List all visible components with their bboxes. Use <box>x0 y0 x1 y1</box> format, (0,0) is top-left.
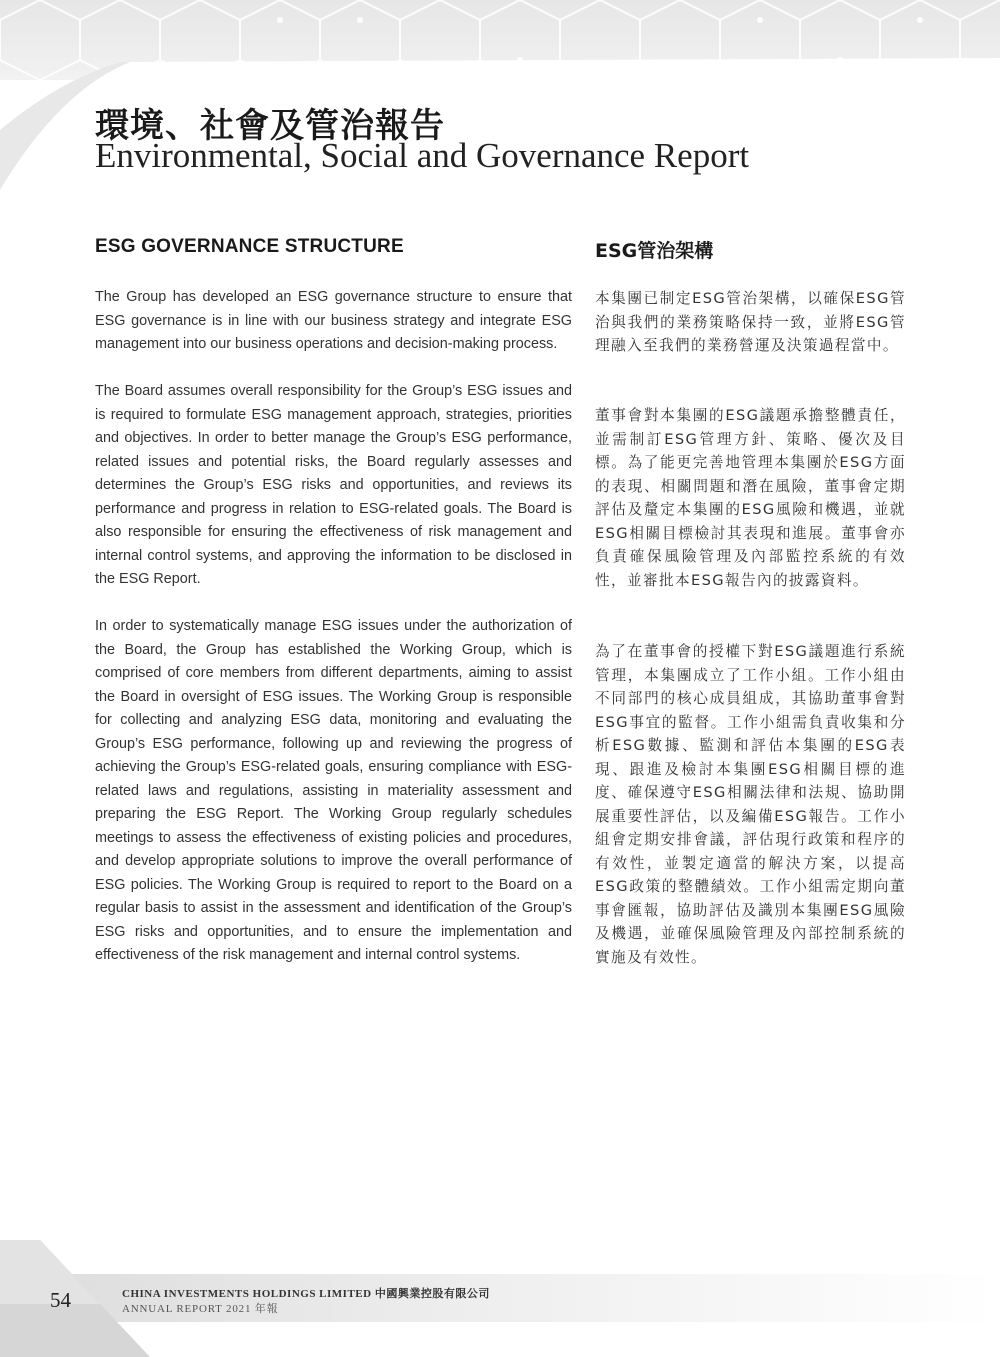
paragraph-zh: 為了在董事會的授權下對ESG議題進行系統管理，本集團成立了工作小組。工作小組由不同部門的核心成員組成，其協助董事會對ESG事宜的監督。工作小組需負責收集和分析ESG數據、監測和評估本集團的ESG表現、跟進及檢討本集團ESG相關目標的進度、確保遵守ESG相關法律和法規、協助開展重要性評估，以及編備ESG報告。工作小組會定期安排會議，評估現行政策和程序的有效性，並製定適當的解決方案，以提高ESG政策的整體績效。工作小組需定期向董事會匯報，協助評估及識別本集團ESG風險及機遇，並確保風險管理及內部控制系統的實施及有效性。 <box>595 643 906 966</box>
paragraph-en: The Group has developed an ESG governance structure to ensure that ESG governance is in line with our business strategy and integrate ESG management into our business operations and decision-making process. <box>95 289 572 352</box>
section-heading-zh: ESG管治架構 <box>595 240 714 262</box>
page-title-zh: 環境、社會及管治報告 <box>95 106 445 146</box>
paragraph-en: In order to systematically manage ESG issues under the authorization of the Board, the Group has established the Working Group, which is comprised of core members from different departments, aiming to assist the Board in oversight of ESG issues. The Working Group is responsible for collecting and analyzing ESG data, monitoring and evaluating the Group’s ESG performance, following up and reviewing the progress of achieving the Group’s ESG-related goals, ensuring compliance with ESG-related laws and regulations, assisting in materiality assessment and preparing the ESG Report. The Working Group regularly schedules meetings to assess the effectiveness of existing policies and procedures, and develop appropriate solutions to improve the overall performance of ESG policies. The Working Group is required to report to the Board on a regular basis to assist in the assessment and identification of the Group’s ESG risks and opportunities, and to ensure the implementation and effectiveness of the risk management and internal control systems. <box>95 618 572 963</box>
paragraph-en: The Board assumes overall responsibility for the Group’s ESG issues and is required to formulate ESG management approach, strategies, priorities and objectives. In order to better manage the Group’s ESG performance, related issues and potential risks, the Board regularly assesses and determines the Group’s ESG risks and opportunities, and reviews its performance and progress in relation to ESG-related goals. The Board is also responsible for ensuring the effectiveness of risk management and internal control systems, and approving the information to be disclosed in the ESG Report. <box>95 383 572 587</box>
page-title-en: Environmental, Social and Governance Report <box>95 136 750 175</box>
english-column <box>95 236 572 991</box>
paragraph-zh: 董事會對本集團的ESG議題承擔整體責任，並需制訂ESG管理方針、策略、優次及目標。為了能更完善地管理本集團於ESG方面的表現、相關問題和潛在風險，董事會定期評估及釐定本集團的ESG風險和機遇，並就ESG相關目標檢討其表現和進展。董事會亦負責確保風險管理及內部監控系統的有效性，並審批本ESG報告內的披露資料。 <box>595 407 906 589</box>
footer-report-title: ANNUAL REPORT 2021 年報 <box>122 1303 279 1315</box>
page-number: 54 <box>50 1288 71 1312</box>
paragraph-zh: 本集團已制定ESG管治架構，以確保ESG管治與我們的業務策略保持一致，並將ESG管理融入至我們的業務營運及決策過程當中。 <box>595 290 906 354</box>
footer-company-name: CHINA INVESTMENTS HOLDINGS LIMITED 中國興業控股有限公司 <box>122 1288 490 1300</box>
section-heading-en: ESG GOVERNANCE STRUCTURE <box>95 236 404 257</box>
chinese-column <box>595 236 906 966</box>
